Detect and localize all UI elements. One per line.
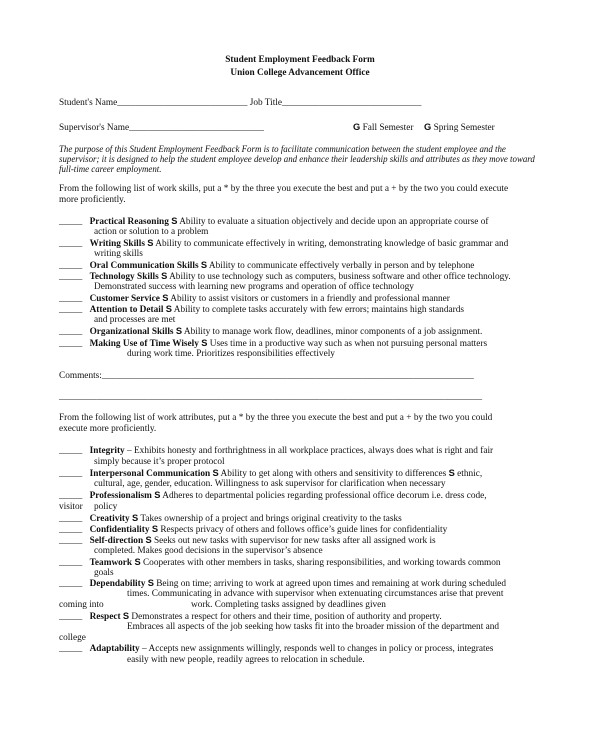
attribute-description-cont: Embraces all aspects of the job seeking how tasks fit into the broader mission of the department and: [127, 622, 500, 632]
skill-label: Practical Reasoning: [89, 217, 169, 227]
attribute-description-wrap: college: [59, 633, 86, 643]
rating-blank[interactable]: _____: [59, 491, 83, 501]
rating-blank[interactable]: _____: [59, 644, 83, 654]
attribute-description: Ability to get along with others and sensitivity to differences: [220, 469, 447, 479]
attribute-description-cont: work. Completing tasks assigned by deadlines given: [191, 600, 386, 610]
comments-line[interactable]: ___________________________________________________________________________________________: [59, 392, 483, 402]
rating-blank[interactable]: _____: [59, 272, 83, 282]
skill-description: Ability to complete tasks accurately with few errors; maintains high standards: [173, 305, 464, 315]
purpose-line: supervisor; it is designed to help the student employee develop and enhance their leadership skills and attributes as they move toward: [59, 154, 535, 164]
attribute-description: Takes ownership of a project and brings original creativity to the tasks: [140, 514, 402, 524]
rating-blank[interactable]: _____: [59, 217, 83, 227]
attribute-description-cont: cultural, age, gender, education. Willingness to ask supervisor for clarification when necessary: [94, 479, 446, 489]
rating-blank[interactable]: _____: [59, 469, 83, 479]
rating-blank[interactable]: _____: [59, 612, 83, 622]
skill-organizational: [59, 326, 482, 338]
bullet-icon: S: [134, 557, 141, 567]
skill-label: Making Use of Time Wisely: [89, 339, 199, 349]
attribute-integrity: [59, 446, 493, 457]
skill-label: Writing Skills: [89, 239, 145, 249]
skill-description: Ability to evaluate a situation objectively and decide upon an appropriate course of: [179, 217, 489, 227]
rating-blank[interactable]: _____: [59, 514, 83, 524]
attribute-label: Respect: [89, 612, 121, 622]
skill-description-cont: and processes are met: [94, 315, 176, 325]
attribute-description: Demonstrates a respect for others and their time, position of authority and property.: [131, 612, 442, 622]
attribute-description: Adheres to departmental policies regarding professional office decorum i.e. dress code,: [162, 491, 487, 501]
bullet-icon: S: [171, 216, 178, 226]
attribute-adaptability: [59, 644, 493, 655]
attribute-label: Interpersonal Communication: [89, 469, 211, 479]
rating-blank[interactable]: _____: [59, 305, 83, 315]
attribute-label: Adaptability: [89, 644, 140, 654]
purpose-line: full-time career employment.: [59, 164, 162, 174]
fall-label: Fall Semester: [362, 123, 414, 133]
bullet-icon: S: [162, 293, 169, 303]
bullet-icon: S: [145, 535, 152, 545]
skills-intro: From the following list of work skills, put a * by the three you execute the best and put a + by the two you could execute: [59, 184, 509, 194]
skill-description: Ability to use technology such as computers, business software and other office technology.: [169, 272, 511, 282]
attribute-professionalism: [59, 490, 487, 502]
spring-checkbox[interactable]: G: [424, 122, 432, 132]
skill-description-cont: action or solution to a problem: [94, 227, 209, 237]
bullet-icon: S: [122, 611, 130, 621]
attribute-description-wrap: visitor: [59, 502, 83, 512]
supervisor-name-field[interactable]: Supervisor's Name_____________________________: [59, 123, 264, 133]
rating-blank[interactable]: _____: [59, 558, 83, 568]
bullet-icon: S: [212, 468, 219, 478]
student-name-field[interactable]: Student's Name____________________________ Job Title______________________________: [59, 98, 422, 108]
attribute-description-cont: policy: [94, 502, 118, 512]
attribute-label: Dependability: [89, 579, 146, 589]
spring-semester-option[interactable]: [424, 122, 495, 134]
attributes-intro: From the following list of work attributes, put a * by the three you execute the best and put a + by the two you could: [59, 413, 493, 423]
attribute-description: ethnic,: [457, 469, 483, 479]
attribute-label: Confidentiality: [89, 525, 150, 535]
rating-blank[interactable]: _____: [59, 446, 83, 456]
attribute-description-wrap: coming into: [59, 600, 104, 610]
fall-checkbox[interactable]: G: [353, 122, 361, 132]
fall-semester-option[interactable]: [353, 122, 413, 134]
attribute-description-cont: easily with new people, readily agrees to relocation in schedule.: [127, 655, 365, 665]
bullet-icon: S: [165, 304, 172, 314]
rating-blank[interactable]: _____: [59, 294, 83, 304]
form-subtitle: Union College Advancement Office: [230, 68, 370, 78]
skill-description: Ability to assist visitors or customers in a friendly and professional manner: [170, 294, 450, 304]
form-title: Student Employment Feedback Form: [225, 55, 375, 65]
attribute-description-cont: simply because it’s proper protocol: [94, 457, 225, 467]
bullet-icon: S: [201, 338, 208, 348]
skill-description-cont: writing skills: [94, 249, 143, 259]
skill-label: Technology Skills: [89, 272, 159, 282]
rating-blank[interactable]: _____: [59, 525, 83, 535]
bullet-icon: S: [200, 260, 208, 270]
attribute-label: Integrity: [89, 446, 125, 456]
skill-description: Ability to communicate effectively in writing, demonstrating knowledge of basic grammar and: [155, 239, 509, 249]
attribute-description: Cooperates with other members in tasks, sharing responsibilities, and working towards common: [142, 558, 501, 568]
bullet-icon: S: [154, 490, 161, 500]
comments-field[interactable]: [59, 371, 474, 382]
attribute-description: Seeks out new tasks with supervisor for new tasks after all assigned work is: [153, 536, 436, 546]
skill-description: Ability to manage work flow, deadlines, minor components of a job assignment.: [183, 327, 483, 337]
skill-label: Customer Service: [89, 294, 160, 304]
attribute-label: Creativity: [89, 514, 130, 524]
purpose-line: The purpose of this Student Employment Feedback Form is to facilitate communication between the student employee and the: [59, 144, 506, 154]
rating-blank[interactable]: _____: [59, 579, 83, 589]
skills-intro: more proficiently.: [59, 195, 126, 205]
attribute-description: Being on time; arriving to work at agreed upon times and remaining at work during scheduled: [156, 579, 507, 589]
comments-label: Comments:: [59, 371, 102, 381]
skill-description: Ability to communicate effectively verbally in person and by telephone: [208, 261, 475, 271]
skill-description-cont: during work time. Prioritizes responsibilities effectively: [127, 349, 335, 359]
attributes-intro: execute more proficiently.: [59, 424, 157, 434]
attribute-label: Self-direction: [89, 536, 144, 546]
bullet-icon: S: [151, 524, 159, 534]
attribute-description-cont: goals: [94, 568, 114, 578]
bullet-icon: S: [175, 326, 183, 336]
attribute-description: – Accepts new assignments willingly, responds well to changes in policy or process, integrates: [142, 644, 494, 654]
rating-blank[interactable]: _____: [59, 339, 83, 349]
bullet-icon: S: [147, 578, 154, 588]
attribute-label: Professionalism: [89, 491, 152, 501]
skill-description: Uses time in a productive way such as when not pursuing personal matters: [209, 339, 488, 349]
comments-line[interactable]: ________________________________________________________________________________: [101, 371, 474, 381]
spring-label: Spring Semester: [433, 123, 495, 133]
skill-label: Attention to Detail: [89, 305, 164, 315]
rating-blank[interactable]: _____: [59, 261, 83, 271]
skill-label: Oral Communication Skills: [89, 261, 199, 271]
bullet-icon: S: [147, 238, 154, 248]
attribute-description-cont: completed. Makes good decisions in the supervisor’s absence: [94, 546, 323, 556]
attribute-description: Respects privacy of others and follows office’s guide lines for confidentiality: [160, 525, 448, 535]
rating-blank[interactable]: _____: [59, 536, 83, 546]
rating-blank[interactable]: _____: [59, 239, 83, 249]
attribute-label: Teamwork: [89, 558, 133, 568]
attribute-description-cont: times. Communicating in advance with supervisor when extenuating circumstances arise that prevent: [127, 589, 504, 599]
skill-description-cont: Demonstrated success with learning new programs and operation of office technology: [94, 282, 414, 292]
bullet-icon: S: [161, 271, 168, 281]
attribute-description: – Exhibits honesty and forthrightness in all workplace practices, always does what is right and fair: [127, 446, 494, 456]
bullet-icon: S: [448, 468, 455, 478]
bullet-icon: S: [132, 513, 139, 523]
attribute-teamwork: [59, 557, 501, 569]
rating-blank[interactable]: _____: [59, 327, 83, 337]
skill-label: Organizational Skills: [89, 327, 174, 337]
